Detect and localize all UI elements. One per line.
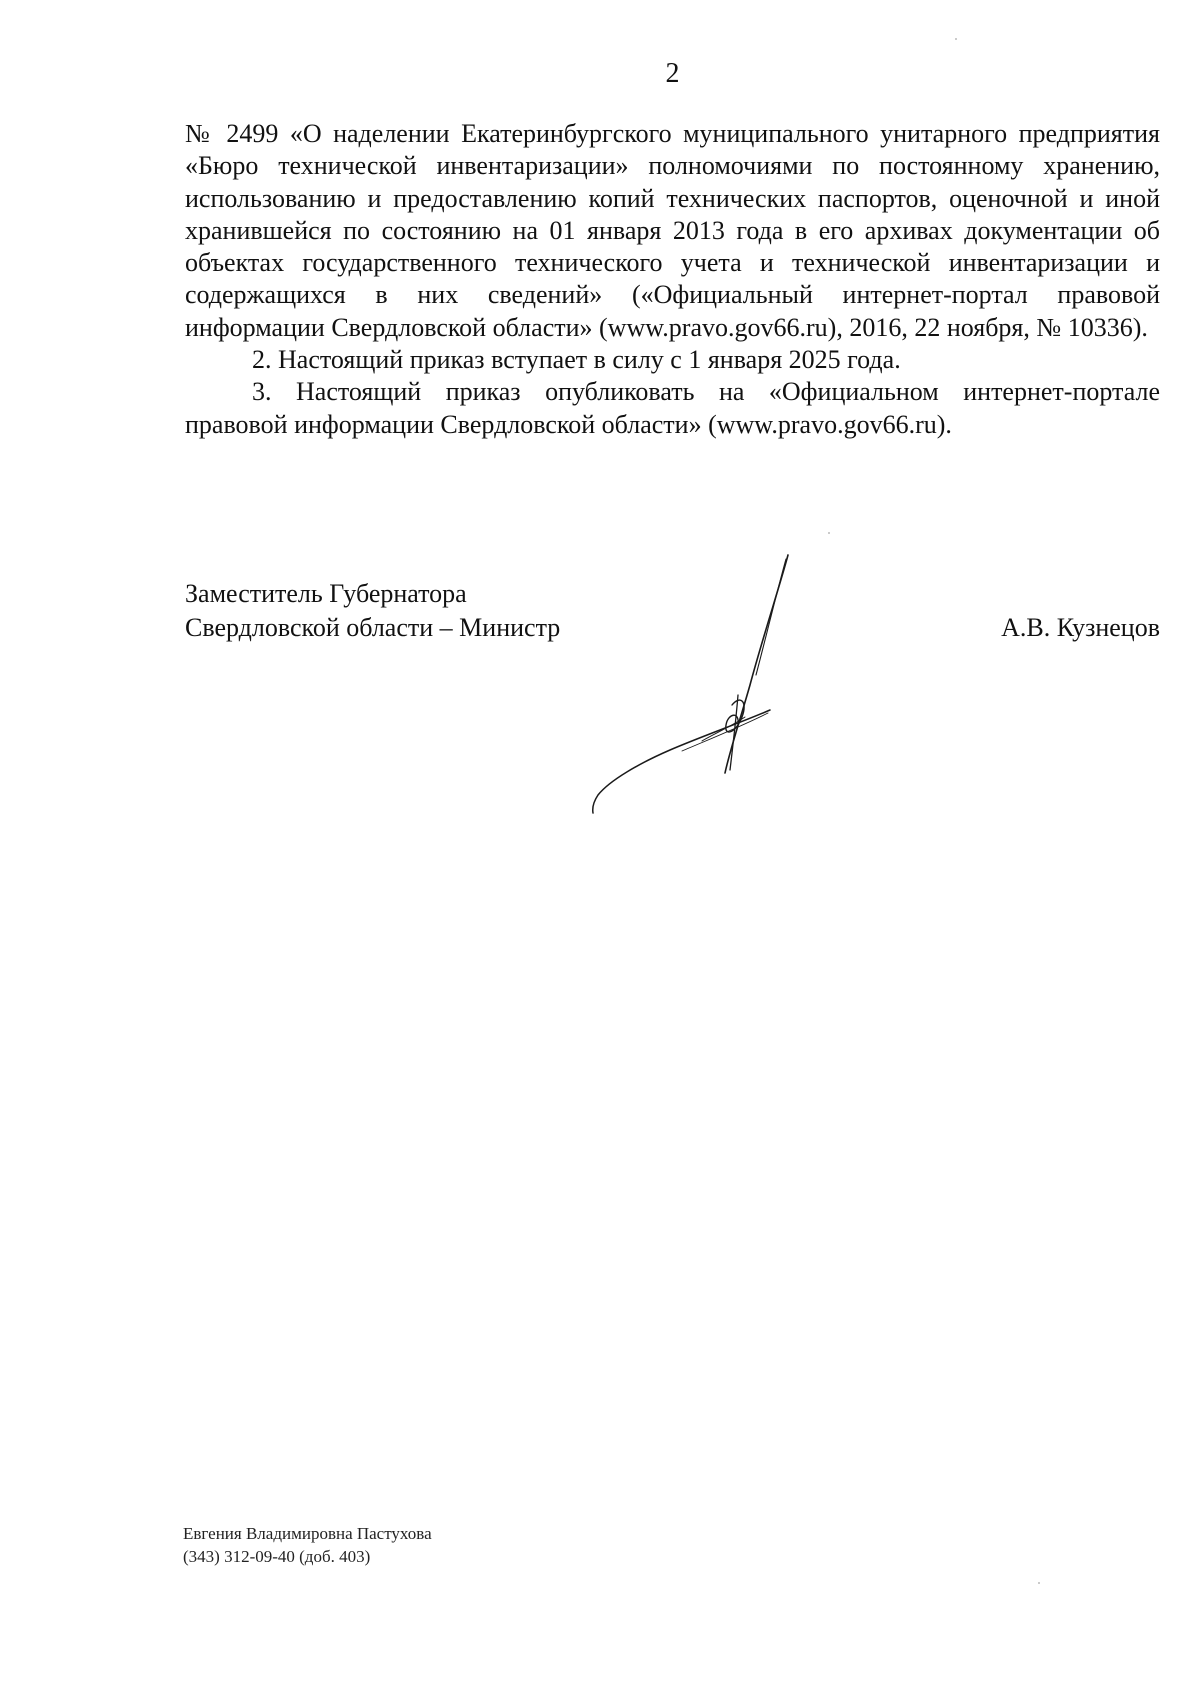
executor-phone: (343) 312-09-40 (доб. 403) <box>183 1547 371 1566</box>
signatory-position-line-2: Свердловской области – Министр <box>185 613 561 642</box>
document-body <box>185 118 1160 441</box>
clause-3: 3. Настоящий приказ опубликовать на «Официальном интернет-портале правовой информации Свердловской области» (www.pravo.gov66.ru). <box>185 377 1160 439</box>
executor-name: Евгения Владимировна Пастухова <box>183 1524 432 1543</box>
clause-2: 2. Настоящий приказ вступает в силу с 1 января 2025 года. <box>252 345 901 375</box>
signatory-position <box>185 577 560 645</box>
scan-speck <box>1038 1582 1040 1584</box>
executor-info <box>183 1522 432 1568</box>
signatory-position-line-1: Заместитель Губернатора <box>185 579 467 608</box>
signatory-name: А.В. Кузнецов <box>1001 613 1160 642</box>
scan-speck <box>955 38 957 40</box>
scan-speck <box>828 532 830 534</box>
paragraph-continuation: № 2499 «О наделении Екатеринбургского муниципального унитарного предприятия «Бюро технической инвентаризации» полномочиями по постоянному хранению, использованию и предоставлению копий технических паспортов, оценочной и иной хранившейся по состоянию на 01 января 2013 года в его архивах документации об объектах государственного технического учета и технической инвентаризации и содержащихся в них сведений» («Официальный интернет-портал правовой информации Свердловской области» (www.pravo.gov66.ru), 2016, 22 ноября, № 10336). <box>185 119 1160 342</box>
page-number: 2 <box>665 58 680 89</box>
handwritten-signature <box>590 545 840 825</box>
